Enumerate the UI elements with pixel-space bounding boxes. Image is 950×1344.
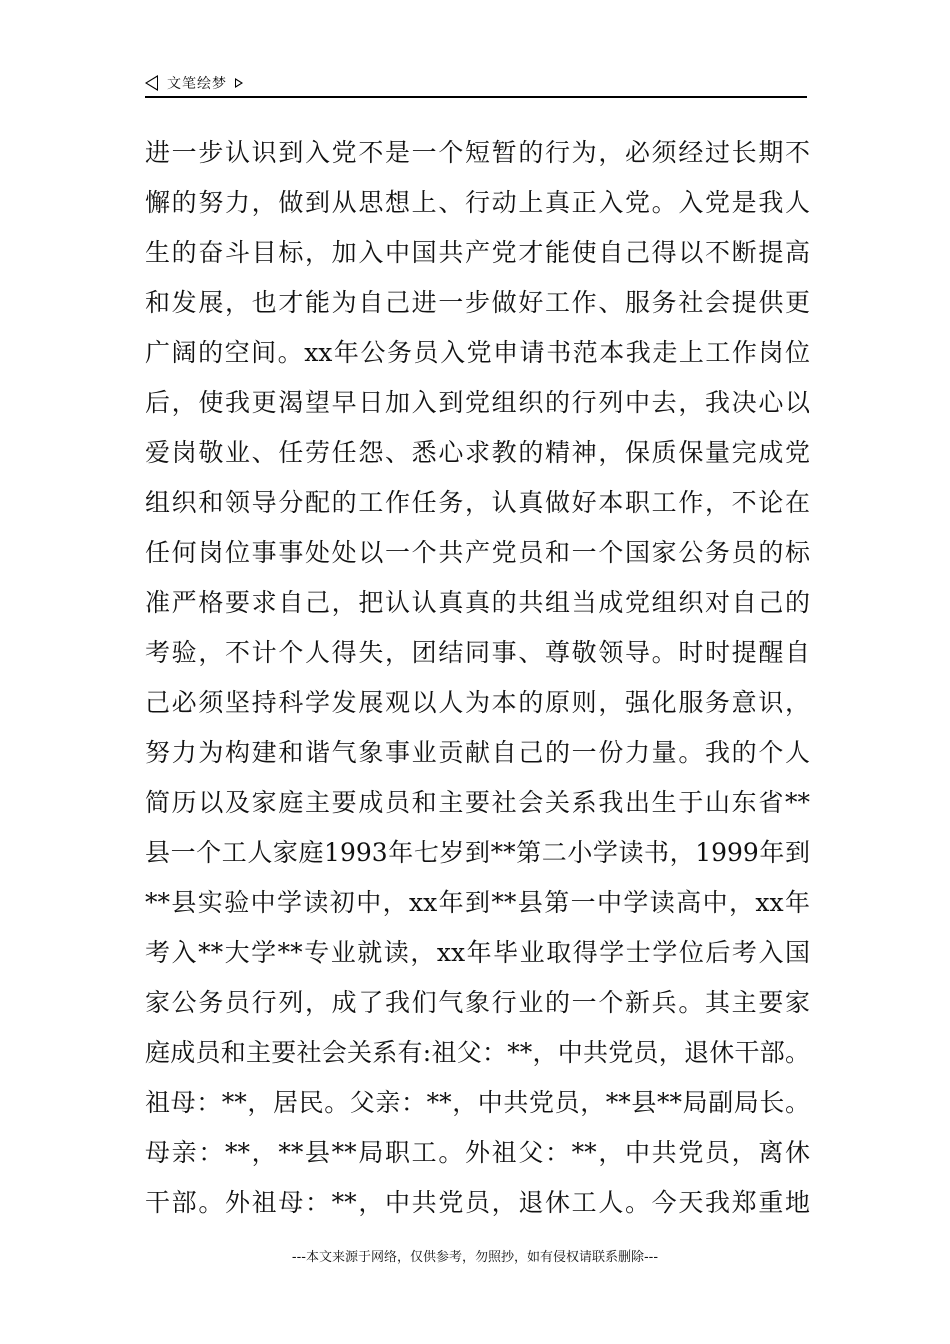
text-line: 努力为构建和谐气象事业贡献自己的一份力量。我的个人 xyxy=(145,738,810,767)
text-line: 简历以及家庭主要成员和主要社会关系我出生于山东省** xyxy=(145,788,810,817)
text-line: 考验，不计个人得失，团结同事、尊敬领导。时时提醒自 xyxy=(145,638,810,667)
text-line: 县一个工人家庭1993年七岁到**第二小学读书，1999年到 xyxy=(145,838,810,867)
text-line: 己必须坚持科学发展观以人为本的原则，强化服务意识， xyxy=(145,688,810,717)
text-line: 准严格要求自己，把认认真真的共组当成党组织对自己的 xyxy=(145,588,810,617)
footer-disclaimer: ---本文来源于网络，仅供参考，勿照抄，如有侵权请联系删除--- xyxy=(291,1250,659,1265)
text-line: 进一步认识到入党不是一个短暂的行为，必须经过长期不 xyxy=(145,138,810,167)
text-line: 懈的努力，做到从思想上、行动上真正入党。入党是我人 xyxy=(145,188,810,217)
text-line: 庭成员和主要社会关系有:祖父：**，中共党员，退休干部。 xyxy=(145,1038,810,1067)
text-line: 组织和领导分配的工作任务，认真做好本职工作，不论在 xyxy=(145,488,810,517)
text-line: 爱岗敬业、任劳任怨、悉心求教的精神，保质保量完成党 xyxy=(145,438,810,467)
document-body xyxy=(145,128,810,1228)
text-line: 生的奋斗目标，加入中国共产党才能使自己得以不断提高 xyxy=(145,238,810,267)
text-line: 广阔的空间。xx年公务员入党申请书范本我走上工作岗位 xyxy=(145,338,810,367)
text-line: 考入**大学**专业就读，xx年毕业取得学士学位后考入国 xyxy=(145,938,810,967)
page-header xyxy=(145,72,807,98)
text-line: 家公务员行列，成了我们气象行业的一个新兵。其主要家 xyxy=(145,988,810,1017)
text-line: 母亲：**，**县**局职工。外祖父：**，中共党员，离休 xyxy=(145,1138,810,1167)
header-title: 文笔绘梦 xyxy=(167,76,227,92)
text-line: 任何岗位事事处处以一个共产党员和一个国家公务员的标 xyxy=(145,538,810,567)
text-line: **县实验中学读初中，xx年到**县第一中学读高中，xx年 xyxy=(145,888,810,917)
text-line: 干部。外祖母：**，中共党员，退休工人。今天我郑重地 xyxy=(145,1188,810,1217)
triangle-left-icon xyxy=(145,75,158,91)
triangle-right-icon xyxy=(235,78,243,88)
text-line: 后，使我更渴望早日加入到党组织的行列中去，我决心以 xyxy=(145,388,810,417)
text-line: 和发展，也才能为自己进一步做好工作、服务社会提供更 xyxy=(145,288,810,317)
text-line: 祖母：**，居民。父亲：**，中共党员，**县**局副局长。 xyxy=(145,1088,810,1117)
